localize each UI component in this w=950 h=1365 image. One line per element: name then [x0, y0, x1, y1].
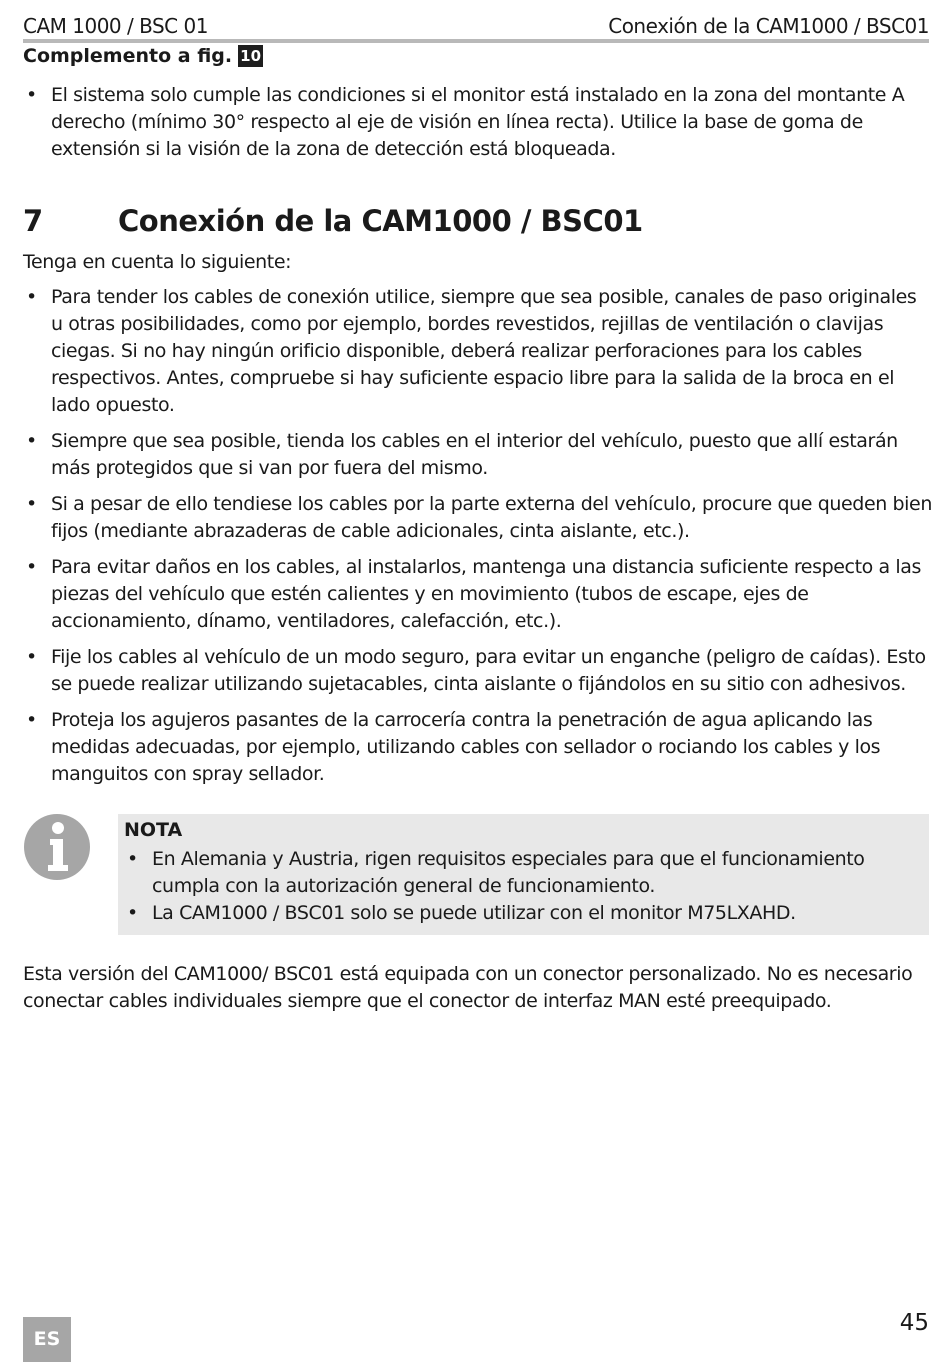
list-item-text: El sistema solo cumple las condiciones si el monitor está instalado en la zona del montante A derecho (mínimo 30° respecto al eje de visión en línea recta). Utilice la base de goma de extensión si la visión de la zona de detección está bloqueada.: [51, 84, 905, 160]
complement-bullet-list: [23, 82, 933, 163]
complement-heading: [23, 45, 263, 67]
closing-paragraph: Esta versión del CAM1000/ BSC01 está equipada con un conector personalizado. No es necesario conectar cables individuales siempre que el conector de interfaz MAN esté preequipado.: [23, 963, 913, 1012]
list-item: [23, 707, 933, 788]
list-item: [23, 82, 933, 163]
bullet-marker: •: [26, 709, 37, 731]
page-number: 45: [899, 1310, 929, 1336]
bullet-marker: •: [26, 493, 37, 515]
list-item-text: Fije los cables al vehículo de un modo seguro, para evitar un enganche (peligro de caídas). Esto se puede realizar utilizando sujetacables, cinta aislante o fijándolos en su sitio con adhesivos.: [51, 646, 926, 695]
list-item: [124, 846, 924, 900]
bullet-marker: •: [26, 84, 37, 106]
section-heading: [23, 204, 643, 238]
list-item-text: Si a pesar de ello tendiese los cables por la parte externa del vehículo, procure que queden bien fijos (mediante abrazaderas de cable adicionales, cinta aislante, etc.).: [51, 493, 932, 542]
running-header: [23, 8, 929, 38]
figure-reference-badge: 10: [238, 45, 263, 67]
note-bullet-list: [124, 846, 924, 927]
list-item-text: Proteja los agujeros pasantes de la carrocería contra la penetración de agua aplicando las medidas adecuadas, por ejemplo, utilizando cables con sellador o rociando los cables y los manguitos con spray sellador.: [51, 709, 881, 785]
list-item: [23, 644, 933, 698]
list-item-text: Siempre que sea posible, tienda los cables en el interior del vehículo, puesto que allí estarán más protegidos que si van por fuera del mismo.: [51, 430, 898, 479]
bullet-marker: •: [26, 286, 37, 308]
bullet-marker: •: [26, 646, 37, 668]
section-title: Conexión de la CAM1000 / BSC01: [118, 204, 643, 238]
list-item-text: En Alemania y Austria, rigen requisitos especiales para que el funcionamiento cumpla con la autorización general de funcionamiento.: [152, 848, 865, 897]
bullet-marker: •: [127, 902, 138, 924]
info-icon: [23, 813, 91, 881]
header-right: Conexión de la CAM1000 / BSC01: [608, 14, 929, 38]
header-left: CAM 1000 / BSC 01: [23, 14, 208, 38]
note-title: NOTA: [124, 819, 183, 841]
bullet-marker: •: [26, 556, 37, 578]
list-item: [23, 491, 933, 545]
language-tab: ES: [23, 1317, 71, 1362]
complement-label: Complemento a fig.: [23, 45, 233, 67]
list-item-text: La CAM1000 / BSC01 solo se puede utilizar con el monitor M75LXAHD.: [152, 902, 796, 924]
section-bullet-list: [23, 284, 933, 797]
section-intro: Tenga en cuenta lo siguiente:: [23, 251, 292, 273]
bullet-marker: •: [26, 430, 37, 452]
list-item-text: Para evitar daños en los cables, al instalarlos, mantenga una distancia suficiente respecto a las piezas del vehículo que estén calientes y en movimiento (tubos de escape, ejes de accionamiento, dínamo, ventiladores, calefacción, etc.).: [51, 556, 922, 632]
list-item: [23, 428, 933, 482]
section-number: 7: [23, 204, 43, 238]
list-item: [23, 554, 933, 635]
list-item: [124, 900, 924, 927]
note-box: [118, 814, 929, 935]
list-item-text: Para tender los cables de conexión utilice, siempre que sea posible, canales de paso originales u otras posibilidades, como por ejemplo, bordes revestidos, rejillas de ventilación o clavijas ciegas. Si no hay ningún orificio disponible, deberá realizar perforaciones para los cables respectivos. Antes, compruebe si hay suficiente espacio libre para la salida de la broca en el lado opuesto.: [51, 286, 917, 416]
bullet-marker: •: [127, 848, 138, 870]
header-rule: [23, 39, 929, 43]
list-item: [23, 284, 933, 419]
